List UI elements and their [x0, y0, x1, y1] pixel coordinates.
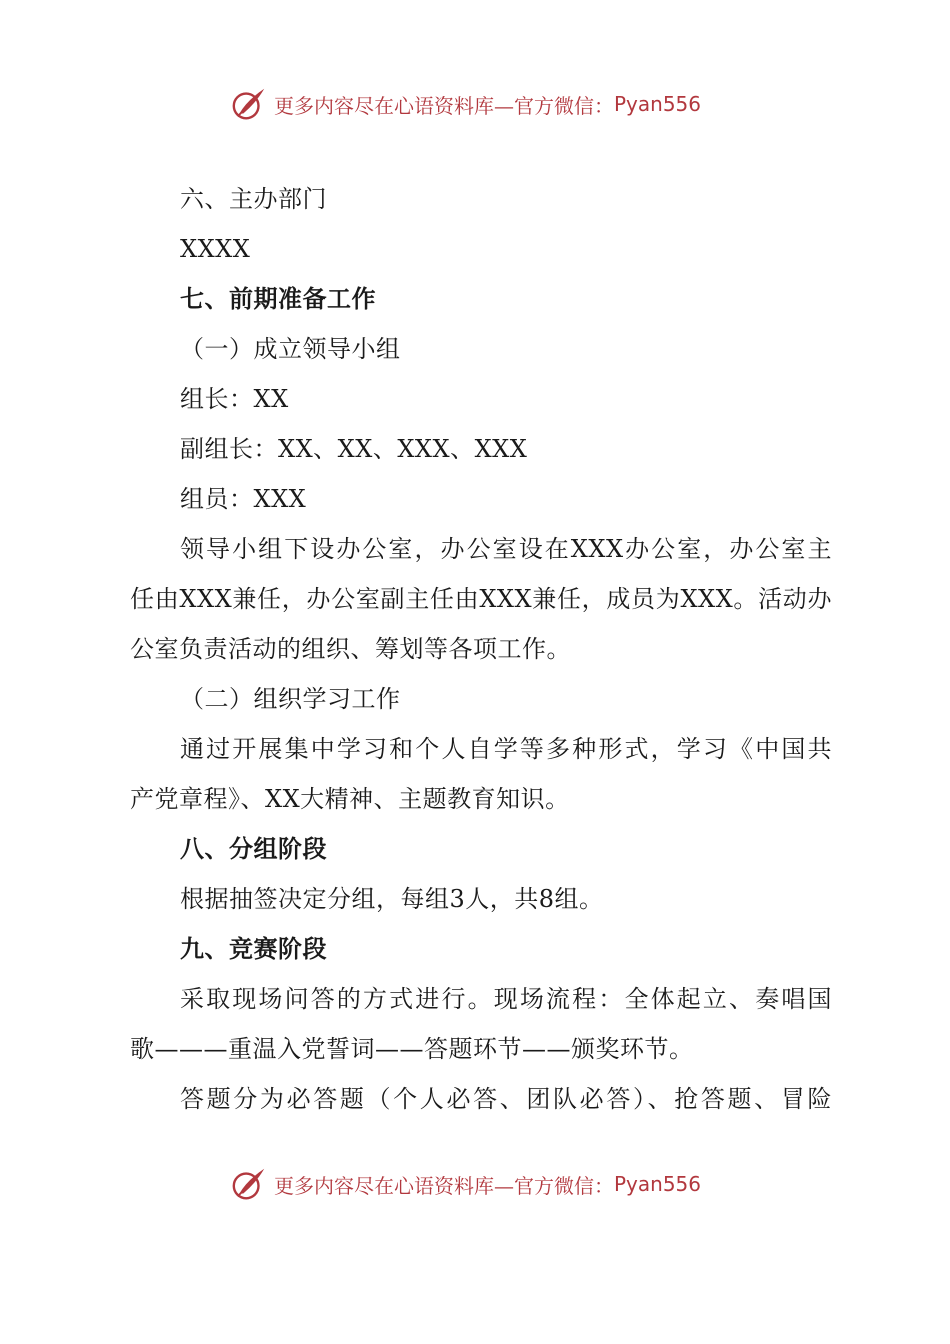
section-7-heading: 七、前期准备工作	[180, 284, 376, 313]
study-paragraph-line: 通过开展集中学习和个人自学等多种形式，学习《中国共	[180, 735, 832, 763]
leader-line: 组长：XX	[180, 385, 289, 413]
banner-text: 更多内容尽在心语资料库—官方微信：	[274, 93, 614, 118]
contest-paragraph-line: 歌———重温入党誓词——答题环节——颁奖环节。	[130, 1035, 694, 1063]
members-line: 组员：XXX	[180, 485, 307, 513]
contest-paragraph-line: 采取现场问答的方式进行。现场流程：全体起立、奏唱国	[180, 985, 832, 1013]
footer-banner	[230, 1164, 701, 1204]
quill-logo-icon	[230, 1165, 268, 1203]
header-banner	[230, 84, 701, 124]
banner-text: 更多内容尽在心语资料库—官方微信：	[274, 1173, 614, 1198]
section-8-heading: 八、分组阶段	[180, 834, 327, 863]
vice-leaders-line: 副组长：XX、XX、XXX、XXX	[180, 435, 528, 463]
section-8-text: 根据抽签决定分组，每组3人，共8组。	[180, 885, 604, 913]
section-7-1-heading: （一）成立领导小组	[180, 335, 401, 363]
office-paragraph-line: 公室负责活动的组织、筹划等各项工作。	[130, 635, 571, 663]
quill-logo-icon	[230, 85, 268, 123]
document-body	[130, 174, 832, 1124]
section-9-heading: 九、竞赛阶段	[180, 934, 327, 963]
study-paragraph-line: 产党章程》、XX大精神、主题教育知识。	[130, 785, 570, 813]
contest-paragraph-line: 答题分为必答题（个人必答、团队必答）、抢答题、冒险	[180, 1085, 832, 1113]
office-paragraph-line: 领导小组下设办公室，办公室设在XXX办公室，办公室主	[180, 535, 832, 563]
banner-wechat-id: Pyan556	[614, 92, 702, 116]
section-6-heading: 六、主办部门	[180, 185, 327, 213]
section-7-2-heading: （二）组织学习工作	[180, 685, 401, 713]
office-paragraph-line: 任由XXX兼任，办公室副主任由XXX兼任，成员为XXX。活动办	[130, 585, 832, 613]
section-6-text: XXXX	[180, 235, 251, 263]
banner-wechat-id: Pyan556	[614, 1172, 702, 1196]
